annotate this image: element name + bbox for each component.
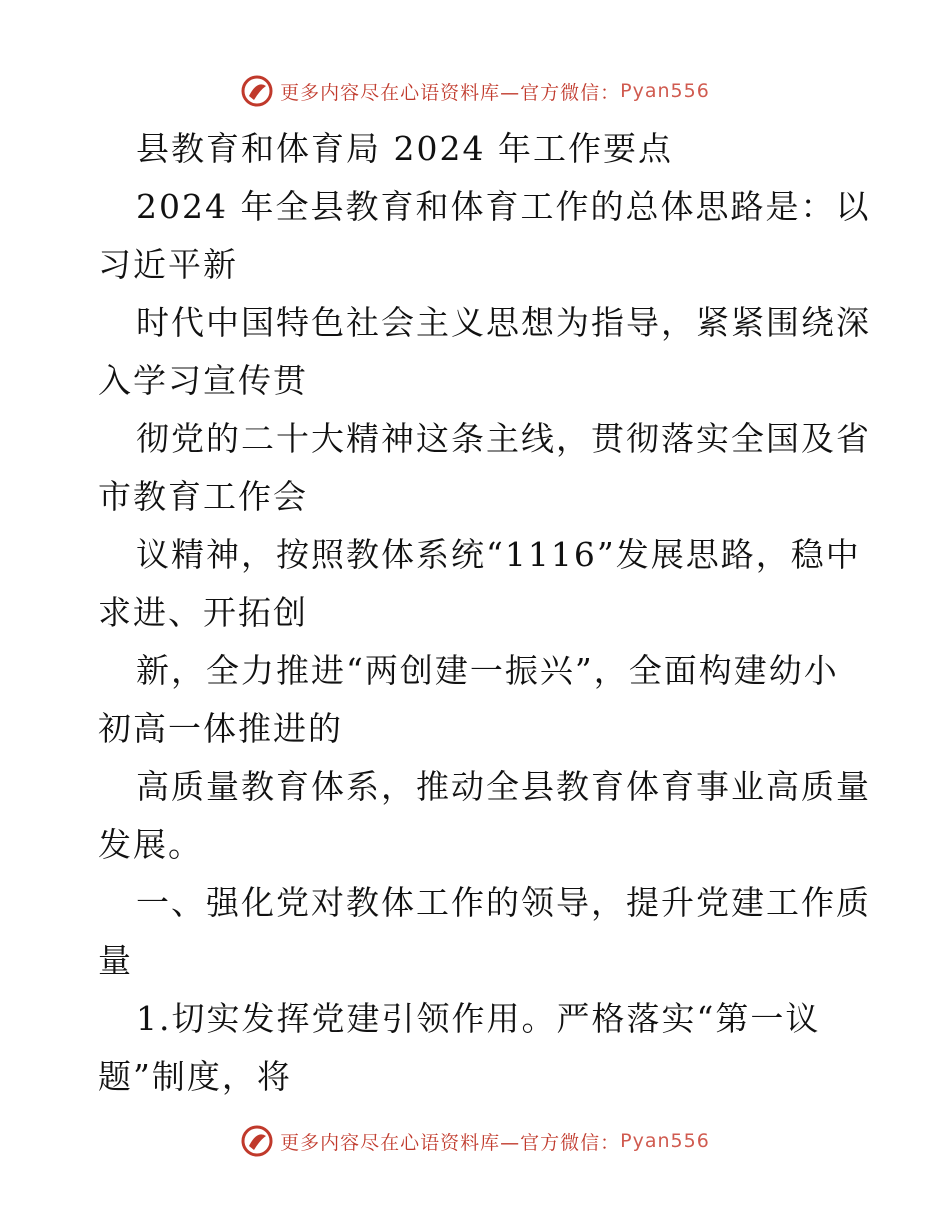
text-line: 题”制度，将 (98, 1057, 292, 1096)
document-body (98, 120, 871, 1106)
text-line: 求进、开拓创 (98, 593, 308, 632)
watermark-footer (0, 1124, 950, 1158)
section-heading: 量 (98, 941, 133, 980)
text-line: 彻党的二十大精神这条主线，贯彻落实全国及省 (136, 419, 871, 458)
logo-icon (240, 74, 274, 108)
watermark-text: 更多内容尽在心语资料库—官方微信： (280, 81, 621, 104)
text-line: 时代中国特色社会主义思想为指导，紧紧围绕深 (136, 303, 871, 342)
text-line: 议精神，按照教体系统“1116”发展思路，稳中 (136, 535, 861, 574)
text-line: 初高一体推进的 (98, 709, 343, 748)
text-line: 入学习宣传贯 (98, 361, 308, 400)
text-line: 高质量教育体系，推动全县教育体育事业高质量 (136, 767, 871, 806)
text-line: 1.切实发挥党建引领作用。严格落实“第一议 (136, 999, 821, 1038)
watermark-wechat-id: Pyan556 (620, 80, 710, 102)
text-line: 市教育工作会 (98, 477, 308, 516)
text-line: 发展。 (98, 825, 203, 864)
logo-icon (240, 1124, 274, 1158)
text-line: 新，全力推进“两创建一振兴”，全面构建幼小 (136, 651, 839, 690)
watermark-wechat-id: Pyan556 (620, 1130, 710, 1152)
text-line: 习近平新 (98, 245, 238, 284)
text-line: 2024 年全县教育和体育工作的总体思路是：以 (136, 187, 871, 226)
document-title: 县教育和体育局 2024 年工作要点 (136, 129, 673, 168)
watermark-header (0, 74, 950, 108)
section-heading: 一、强化党对教体工作的领导，提升党建工作质 (136, 883, 871, 922)
watermark-text: 更多内容尽在心语资料库—官方微信： (280, 1131, 621, 1154)
